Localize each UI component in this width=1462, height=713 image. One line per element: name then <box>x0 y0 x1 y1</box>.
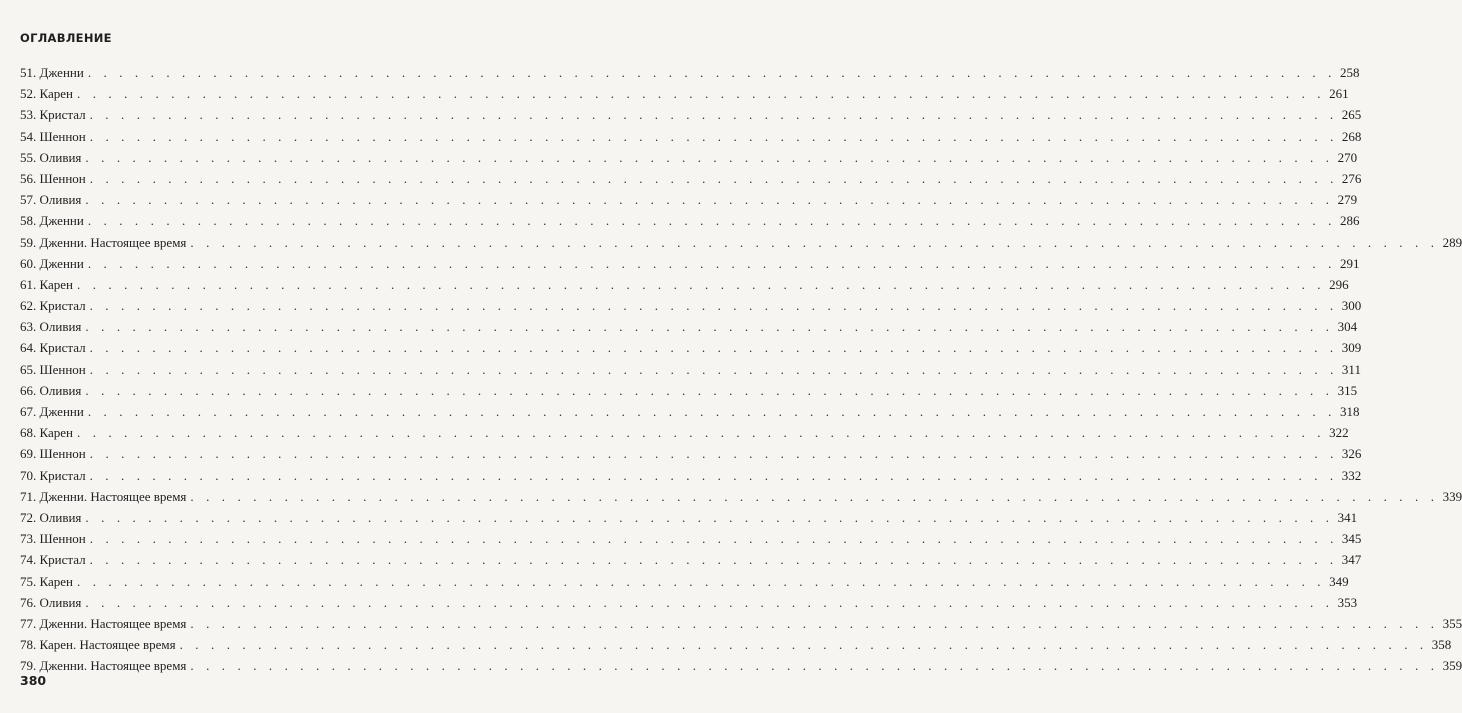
toc-entry-page: 296 <box>1329 276 1349 292</box>
toc-entry-page: 358 <box>1431 637 1452 653</box>
dot-leader: . . . . . . . . . . . . . . . . . . . . . . . . . . . . . . . . . . . . . . . . . . . . . . . . . . . . . . . . . . . . . . . . . . . . . . . . . . . . . . . . <box>77 276 1326 292</box>
dot-leader: . . . . . . . . . . . . . . . . . . . . . . . . . . . . . . . . . . . . . . . . . . . . . . . . . . . . . . . . . . . . . . . . . . . . . . . . . . . . . . . . <box>89 531 1338 547</box>
dot-leader: . . . . . . . . . . . . . . . . . . . . . . . . . . . . . . . . . . . . . . . . . . . . . . . . . . . . . . . . . . . . . . . . . . . . . . . . . . . . . . . . <box>89 107 1338 123</box>
toc-entry-page: 279 <box>1337 192 1358 208</box>
toc-entry-title: 53. Кристал <box>20 107 86 123</box>
toc-entry-title: 72. Оливия <box>20 509 82 525</box>
toc-entry-title: 66. Оливия <box>20 382 82 398</box>
toc-entry-title: 52. Карен <box>20 86 73 102</box>
toc-entry-page: 345 <box>1341 531 1362 547</box>
dot-leader: . . . . . . . . . . . . . . . . . . . . . . . . . . . . . . . . . . . . . . . . . . . . . . . . . . . . . . . . . . . . . . . . . . . . . . . . . . . . . . . . <box>85 192 1334 208</box>
dot-leader: . . . . . . . . . . . . . . . . . . . . . . . . . . . . . . . . . . . . . . . . . . . . . . . . . . . . . . . . . . . . . . . . . . . . . . . . . . . . . . . . <box>85 319 1334 335</box>
toc-entry <box>20 613 1462 634</box>
toc-entry-page: 261 <box>1329 86 1349 102</box>
toc-entry-page: 318 <box>1339 404 1360 419</box>
dot-leader: . . . . . . . . . . . . . . . . . . . . . . . . . . . . . . . . . . . . . . . . . . . . . . . . . . . . . . . . . . . . . . . . . . . . . . . . . . . . . . . . <box>89 170 1338 186</box>
toc-entry <box>20 592 1358 613</box>
toc-entry-page: 265 <box>1341 107 1362 123</box>
toc-entry-page: 311 <box>1341 361 1361 377</box>
dot-leader: . . . . . . . . . . . . . . . . . . . . . . . . . . . . . . . . . . . . . . . . . . . . . . . . . . . . . . . . . . . . . . . . . . . . . . . . . . . . . . . . <box>190 615 1439 631</box>
toc-entry-title: 64. Кристал <box>20 340 86 356</box>
dot-leader: . . . . . . . . . . . . . . . . . . . . . . . . . . . . . . . . . . . . . . . . . . . . . . . . . . . . . . . . . . . . . . . . . . . . . . . . . . . . . . . . <box>85 382 1334 398</box>
dot-leader: . . . . . . . . . . . . . . . . . . . . . . . . . . . . . . . . . . . . . . . . . . . . . . . . . . . . . . . . . . . . . . . . . . . . . . . . . . . . . . . . <box>190 488 1439 504</box>
toc-entry-page: 341 <box>1337 509 1358 525</box>
toc-entry-title: 51. Дженни <box>20 65 84 80</box>
toc-entry <box>20 253 1360 274</box>
dot-leader: . . . . . . . . . . . . . . . . . . . . . . . . . . . . . . . . . . . . . . . . . . . . . . . . . . . . . . . . . . . . . . . . . . . . . . . . . . . . . . . . <box>77 86 1326 102</box>
toc-entry <box>20 337 1362 358</box>
toc-entry-page: 339 <box>1442 488 1462 504</box>
dot-leader: . . . . . . . . . . . . . . . . . . . . . . . . . . . . . . . . . . . . . . . . . . . . . . . . . . . . . . . . . . . . . . . . . . . . . . . . . . . . . . . . <box>85 594 1334 610</box>
table-of-contents <box>20 62 1462 676</box>
dot-leader: . . . . . . . . . . . . . . . . . . . . . . . . . . . . . . . . . . . . . . . . . . . . . . . . . . . . . . . . . . . . . . . . . . . . . . . . . . . . . . . . <box>190 234 1439 250</box>
toc-entry <box>20 422 1349 443</box>
toc-entry <box>20 549 1362 570</box>
toc-entry <box>20 507 1358 528</box>
toc-entry-page: 355 <box>1442 615 1462 631</box>
toc-entry <box>20 104 1362 125</box>
dot-leader: . . . . . . . . . . . . . . . . . . . . . . . . . . . . . . . . . . . . . . . . . . . . . . . . . . . . . . . . . . . . . . . . . . . . . . . . . . . . . . . . <box>89 467 1338 483</box>
toc-entry-title: 61. Карен <box>20 276 73 292</box>
toc-entry <box>20 571 1349 592</box>
toc-entry <box>20 634 1452 655</box>
toc-entry-page: 276 <box>1341 170 1362 186</box>
toc-entry-title: 57. Оливия <box>20 192 82 208</box>
toc-entry-title: 58. Дженни <box>20 213 84 229</box>
toc-entry-title: 74. Кристал <box>20 552 86 568</box>
dot-leader: . . . . . . . . . . . . . . . . . . . . . . . . . . . . . . . . . . . . . . . . . . . . . . . . . . . . . . . . . . . . . . . . . . . . . . . . . . . . . . . . <box>85 509 1334 525</box>
toc-entry <box>20 486 1462 507</box>
toc-entry-title: 70. Кристал <box>20 467 86 483</box>
dot-leader: . . . . . . . . . . . . . . . . . . . . . . . . . . . . . . . . . . . . . . . . . . . . . . . . . . . . . . . . . . . . . . . . . . . . . . . . . . . . . . . . <box>85 149 1334 165</box>
dot-leader: . . . . . . . . . . . . . . . . . . . . . . . . . . . . . . . . . . . . . . . . . . . . . . . . . . . . . . . . . . . . . . . . . . . . . . . . . . . . . . . . <box>89 340 1338 356</box>
toc-entry-page: 353 <box>1337 594 1358 610</box>
dot-leader: . . . . . . . . . . . . . . . . . . . . . . . . . . . . . . . . . . . . . . . . . . . . . . . . . . . . . . . . . . . . . . . . . . . . . . . . . . . . . . . . <box>77 573 1326 589</box>
toc-entry-page: 322 <box>1329 425 1349 441</box>
toc-entry-page: 286 <box>1339 213 1360 229</box>
dot-leader: . . . . . . . . . . . . . . . . . . . . . . . . . . . . . . . . . . . . . . . . . . . . . . . . . . . . . . . . . . . . . . . . . . . . . . . . . . . . . . . . <box>89 361 1338 377</box>
toc-entry <box>20 295 1362 316</box>
toc-entry-page: 291 <box>1339 255 1360 271</box>
toc-entry-title: 59. Дженни. Настоящее время <box>20 234 187 250</box>
dot-leader: . . . . . . . . . . . . . . . . . . . . . . . . . . . . . . . . . . . . . . . . . . . . . . . . . . . . . . . . . . . . . . . . . . . . . . . . . . . . . . . . <box>179 637 1428 653</box>
toc-entry <box>20 126 1362 147</box>
toc-entry-page: 326 <box>1341 446 1362 462</box>
toc-entry-title: 63. Оливия <box>20 319 82 335</box>
toc-entry <box>20 359 1361 380</box>
toc-entry-page: 349 <box>1329 573 1349 589</box>
toc-entry-page: 270 <box>1337 149 1358 165</box>
toc-entry-title: 75. Карен <box>20 573 73 589</box>
toc-entry <box>20 274 1349 295</box>
toc-entry-title: 67. Дженни <box>20 404 84 419</box>
toc-entry-title: 55. Оливия <box>20 149 82 165</box>
dot-leader: . . . . . . . . . . . . . . . . . . . . . . . . . . . . . . . . . . . . . . . . . . . . . . . . . . . . . . . . . . . . . . . . . . . . . . . . . . . . . . . . <box>87 65 1336 80</box>
toc-entry <box>20 62 1360 83</box>
dot-leader: . . . . . . . . . . . . . . . . . . . . . . . . . . . . . . . . . . . . . . . . . . . . . . . . . . . . . . . . . . . . . . . . . . . . . . . . . . . . . . . . <box>190 658 1439 674</box>
toc-entry-title: 73. Шеннон <box>20 531 86 547</box>
toc-heading: ОГЛАВЛЕНИЕ <box>20 31 112 45</box>
toc-entry-title: 78. Карен. Настоящее время <box>20 637 176 653</box>
toc-entry-page: 359 <box>1442 658 1462 674</box>
toc-entry-title: 60. Дженни <box>20 255 84 271</box>
toc-entry <box>20 401 1360 422</box>
toc-entry-page: 315 <box>1337 382 1358 398</box>
toc-entry-page: 309 <box>1341 340 1362 356</box>
toc-entry <box>20 232 1462 253</box>
toc-entry <box>20 443 1362 464</box>
toc-entry-page: 258 <box>1339 65 1360 80</box>
page-number: 380 <box>20 673 47 688</box>
toc-entry-title: 71. Дженни. Настоящее время <box>20 488 187 504</box>
toc-entry <box>20 465 1362 486</box>
toc-entry-title: 77. Дженни. Настоящее время <box>20 615 187 631</box>
dot-leader: . . . . . . . . . . . . . . . . . . . . . . . . . . . . . . . . . . . . . . . . . . . . . . . . . . . . . . . . . . . . . . . . . . . . . . . . . . . . . . . . <box>89 298 1338 314</box>
toc-entry-title: 76. Оливия <box>20 594 82 610</box>
dot-leader: . . . . . . . . . . . . . . . . . . . . . . . . . . . . . . . . . . . . . . . . . . . . . . . . . . . . . . . . . . . . . . . . . . . . . . . . . . . . . . . . <box>87 255 1336 271</box>
toc-entry-title: 69. Шеннон <box>20 446 86 462</box>
toc-entry <box>20 83 1349 104</box>
toc-entry <box>20 168 1362 189</box>
toc-entry <box>20 380 1358 401</box>
toc-entry-page: 347 <box>1341 552 1362 568</box>
toc-entry <box>20 147 1358 168</box>
toc-entry-page: 268 <box>1341 128 1362 144</box>
toc-entry-title: 65. Шеннон <box>20 361 86 377</box>
toc-entry-page: 332 <box>1341 467 1362 483</box>
dot-leader: . . . . . . . . . . . . . . . . . . . . . . . . . . . . . . . . . . . . . . . . . . . . . . . . . . . . . . . . . . . . . . . . . . . . . . . . . . . . . . . . <box>89 446 1338 462</box>
toc-entry-page: 289 <box>1442 234 1462 250</box>
toc-entry-page: 300 <box>1341 298 1362 314</box>
toc-entry-page: 304 <box>1337 319 1358 335</box>
toc-entry <box>20 210 1360 231</box>
toc-entry <box>20 655 1462 676</box>
dot-leader: . . . . . . . . . . . . . . . . . . . . . . . . . . . . . . . . . . . . . . . . . . . . . . . . . . . . . . . . . . . . . . . . . . . . . . . . . . . . . . . . <box>87 213 1336 229</box>
toc-entry <box>20 316 1358 337</box>
toc-entry-title: 54. Шеннон <box>20 128 86 144</box>
toc-entry <box>20 189 1358 210</box>
toc-entry-title: 79. Дженни. Настоящее время <box>20 658 187 674</box>
dot-leader: . . . . . . . . . . . . . . . . . . . . . . . . . . . . . . . . . . . . . . . . . . . . . . . . . . . . . . . . . . . . . . . . . . . . . . . . . . . . . . . . <box>77 425 1326 441</box>
toc-entry <box>20 528 1362 549</box>
dot-leader: . . . . . . . . . . . . . . . . . . . . . . . . . . . . . . . . . . . . . . . . . . . . . . . . . . . . . . . . . . . . . . . . . . . . . . . . . . . . . . . . <box>89 552 1338 568</box>
dot-leader: . . . . . . . . . . . . . . . . . . . . . . . . . . . . . . . . . . . . . . . . . . . . . . . . . . . . . . . . . . . . . . . . . . . . . . . . . . . . . . . . <box>89 128 1338 144</box>
dot-leader: . . . . . . . . . . . . . . . . . . . . . . . . . . . . . . . . . . . . . . . . . . . . . . . . . . . . . . . . . . . . . . . . . . . . . . . . . . . . . . . . <box>87 404 1336 419</box>
toc-entry-title: 62. Кристал <box>20 298 86 314</box>
toc-entry-title: 56. Шеннон <box>20 170 86 186</box>
toc-entry-title: 68. Карен <box>20 425 73 441</box>
